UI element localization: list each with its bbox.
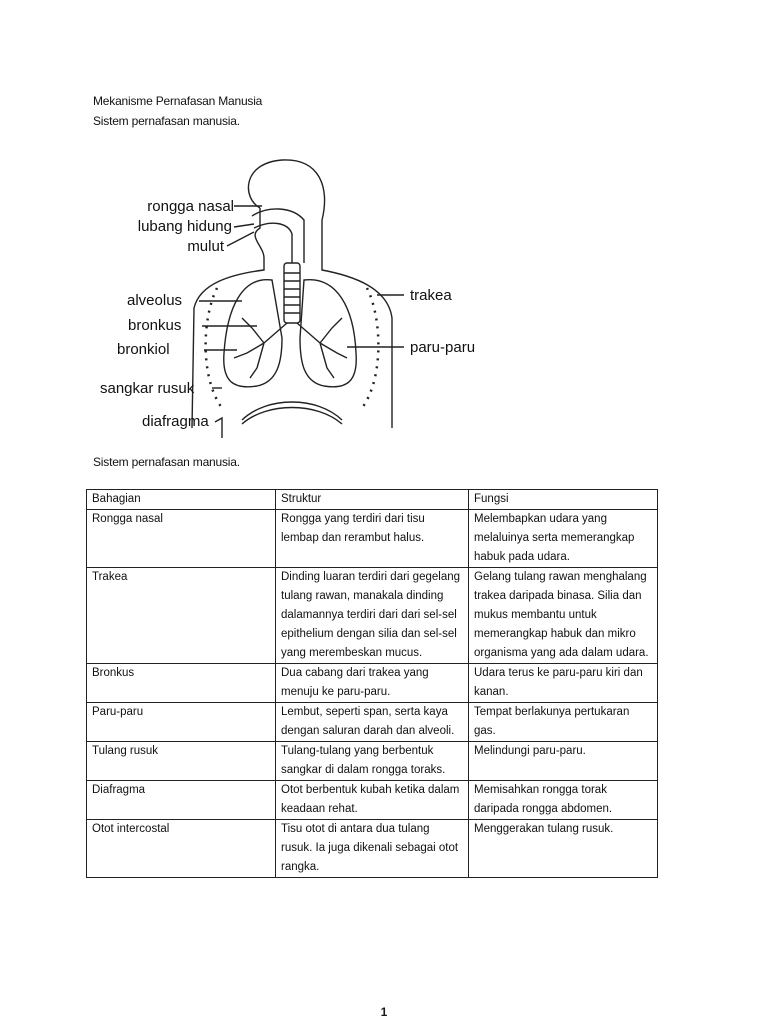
cell-structure: Lembut, seperti span, serta kaya dengan saluran darah dan alveoli.: [276, 703, 469, 742]
label-alveolus: alveolus: [127, 292, 183, 309]
cell-function: Melembapkan udara yang melaluinya serta memerangkap habuk pada udara.: [469, 510, 658, 568]
bronchi-shape: [264, 323, 320, 343]
cell-part: Diafragma: [87, 781, 276, 820]
table-row: [87, 742, 658, 781]
diagram-caption: Sistem pernafasan manusia.: [93, 455, 240, 469]
cell-part: Paru-paru: [87, 703, 276, 742]
table-row: [87, 568, 658, 664]
table-row: [87, 664, 658, 703]
label-bronkiol: bronkiol: [117, 341, 170, 358]
cell-structure: Dinding luaran terdiri dari gegelang tulang rawan, manakala dinding dalamannya terdiri dari dari sel-sel epithelium dengan silia dan sel-sel yang merembeskan mucus.: [276, 568, 469, 664]
respiratory-table: [86, 489, 658, 878]
diaphragm-shape: [242, 402, 342, 420]
document-title: Mekanisme Pernafasan Manusia: [93, 94, 263, 108]
label-sangkar-rusuk: sangkar rusuk: [100, 380, 195, 397]
cell-function: Tempat berlakunya pertukaran gas.: [469, 703, 658, 742]
table-row: [87, 820, 658, 878]
cell-structure: Tisu otot di antara dua tulang rusuk. Ia juga dikenali sebagai otot rangka.: [276, 820, 469, 878]
ribcage: [206, 288, 222, 408]
header-bahagian: Bahagian: [87, 490, 276, 510]
label-trakea: trakea: [410, 287, 452, 304]
table-row: [87, 781, 658, 820]
table-row: [87, 510, 658, 568]
label-lubang-hidung: lubang hidung: [137, 218, 232, 235]
cell-function: Melindungi paru-paru.: [469, 742, 658, 781]
header-struktur: Struktur: [276, 490, 469, 510]
cell-function: Menggerakan tulang rusuk.: [469, 820, 658, 878]
left-lung: [224, 280, 282, 387]
label-mulut: mulut: [187, 238, 224, 255]
cell-structure: Rongga yang terdiri dari tisu lembap dan rerambut halus.: [276, 510, 469, 568]
label-diafragma: diafragma: [142, 413, 209, 430]
body-outline: [248, 160, 392, 428]
label-rongga-nasal: rongga nasal: [147, 198, 234, 215]
table-row: [87, 703, 658, 742]
cell-structure: Otot berbentuk kubah ketika dalam keadaan rehat.: [276, 781, 469, 820]
cell-part: Otot intercostal: [87, 820, 276, 878]
cell-part: Bronkus: [87, 664, 276, 703]
cell-function: Memisahkan rongga torak daripada rongga abdomen.: [469, 781, 658, 820]
cell-part: Rongga nasal: [87, 510, 276, 568]
table-header-row: [87, 490, 658, 510]
cell-structure: Dua cabang dari trakea yang menuju ke paru-paru.: [276, 664, 469, 703]
label-bronkus: bronkus: [128, 317, 182, 334]
cell-function: Udara terus ke paru-paru kiri dan kanan.: [469, 664, 658, 703]
cell-function: Gelang tulang rawan menghalang trakea daripada binasa. Silia dan mukus membantu untuk memerangkap habuk dan mikro organisma yang ada dalam udara.: [469, 568, 658, 664]
cell-part: Trakea: [87, 568, 276, 664]
respiratory-system-diagram: [92, 158, 492, 448]
trachea-shape: [284, 263, 300, 323]
document-subtitle: Sistem pernafasan manusia.: [93, 114, 240, 128]
page-number: 1: [380, 1005, 388, 1019]
cell-structure: Tulang-tulang yang berbentuk sangkar di dalam rongga toraks.: [276, 742, 469, 781]
header-fungsi: Fungsi: [469, 490, 658, 510]
cell-part: Tulang rusuk: [87, 742, 276, 781]
label-paru-paru: paru-paru: [410, 339, 476, 356]
